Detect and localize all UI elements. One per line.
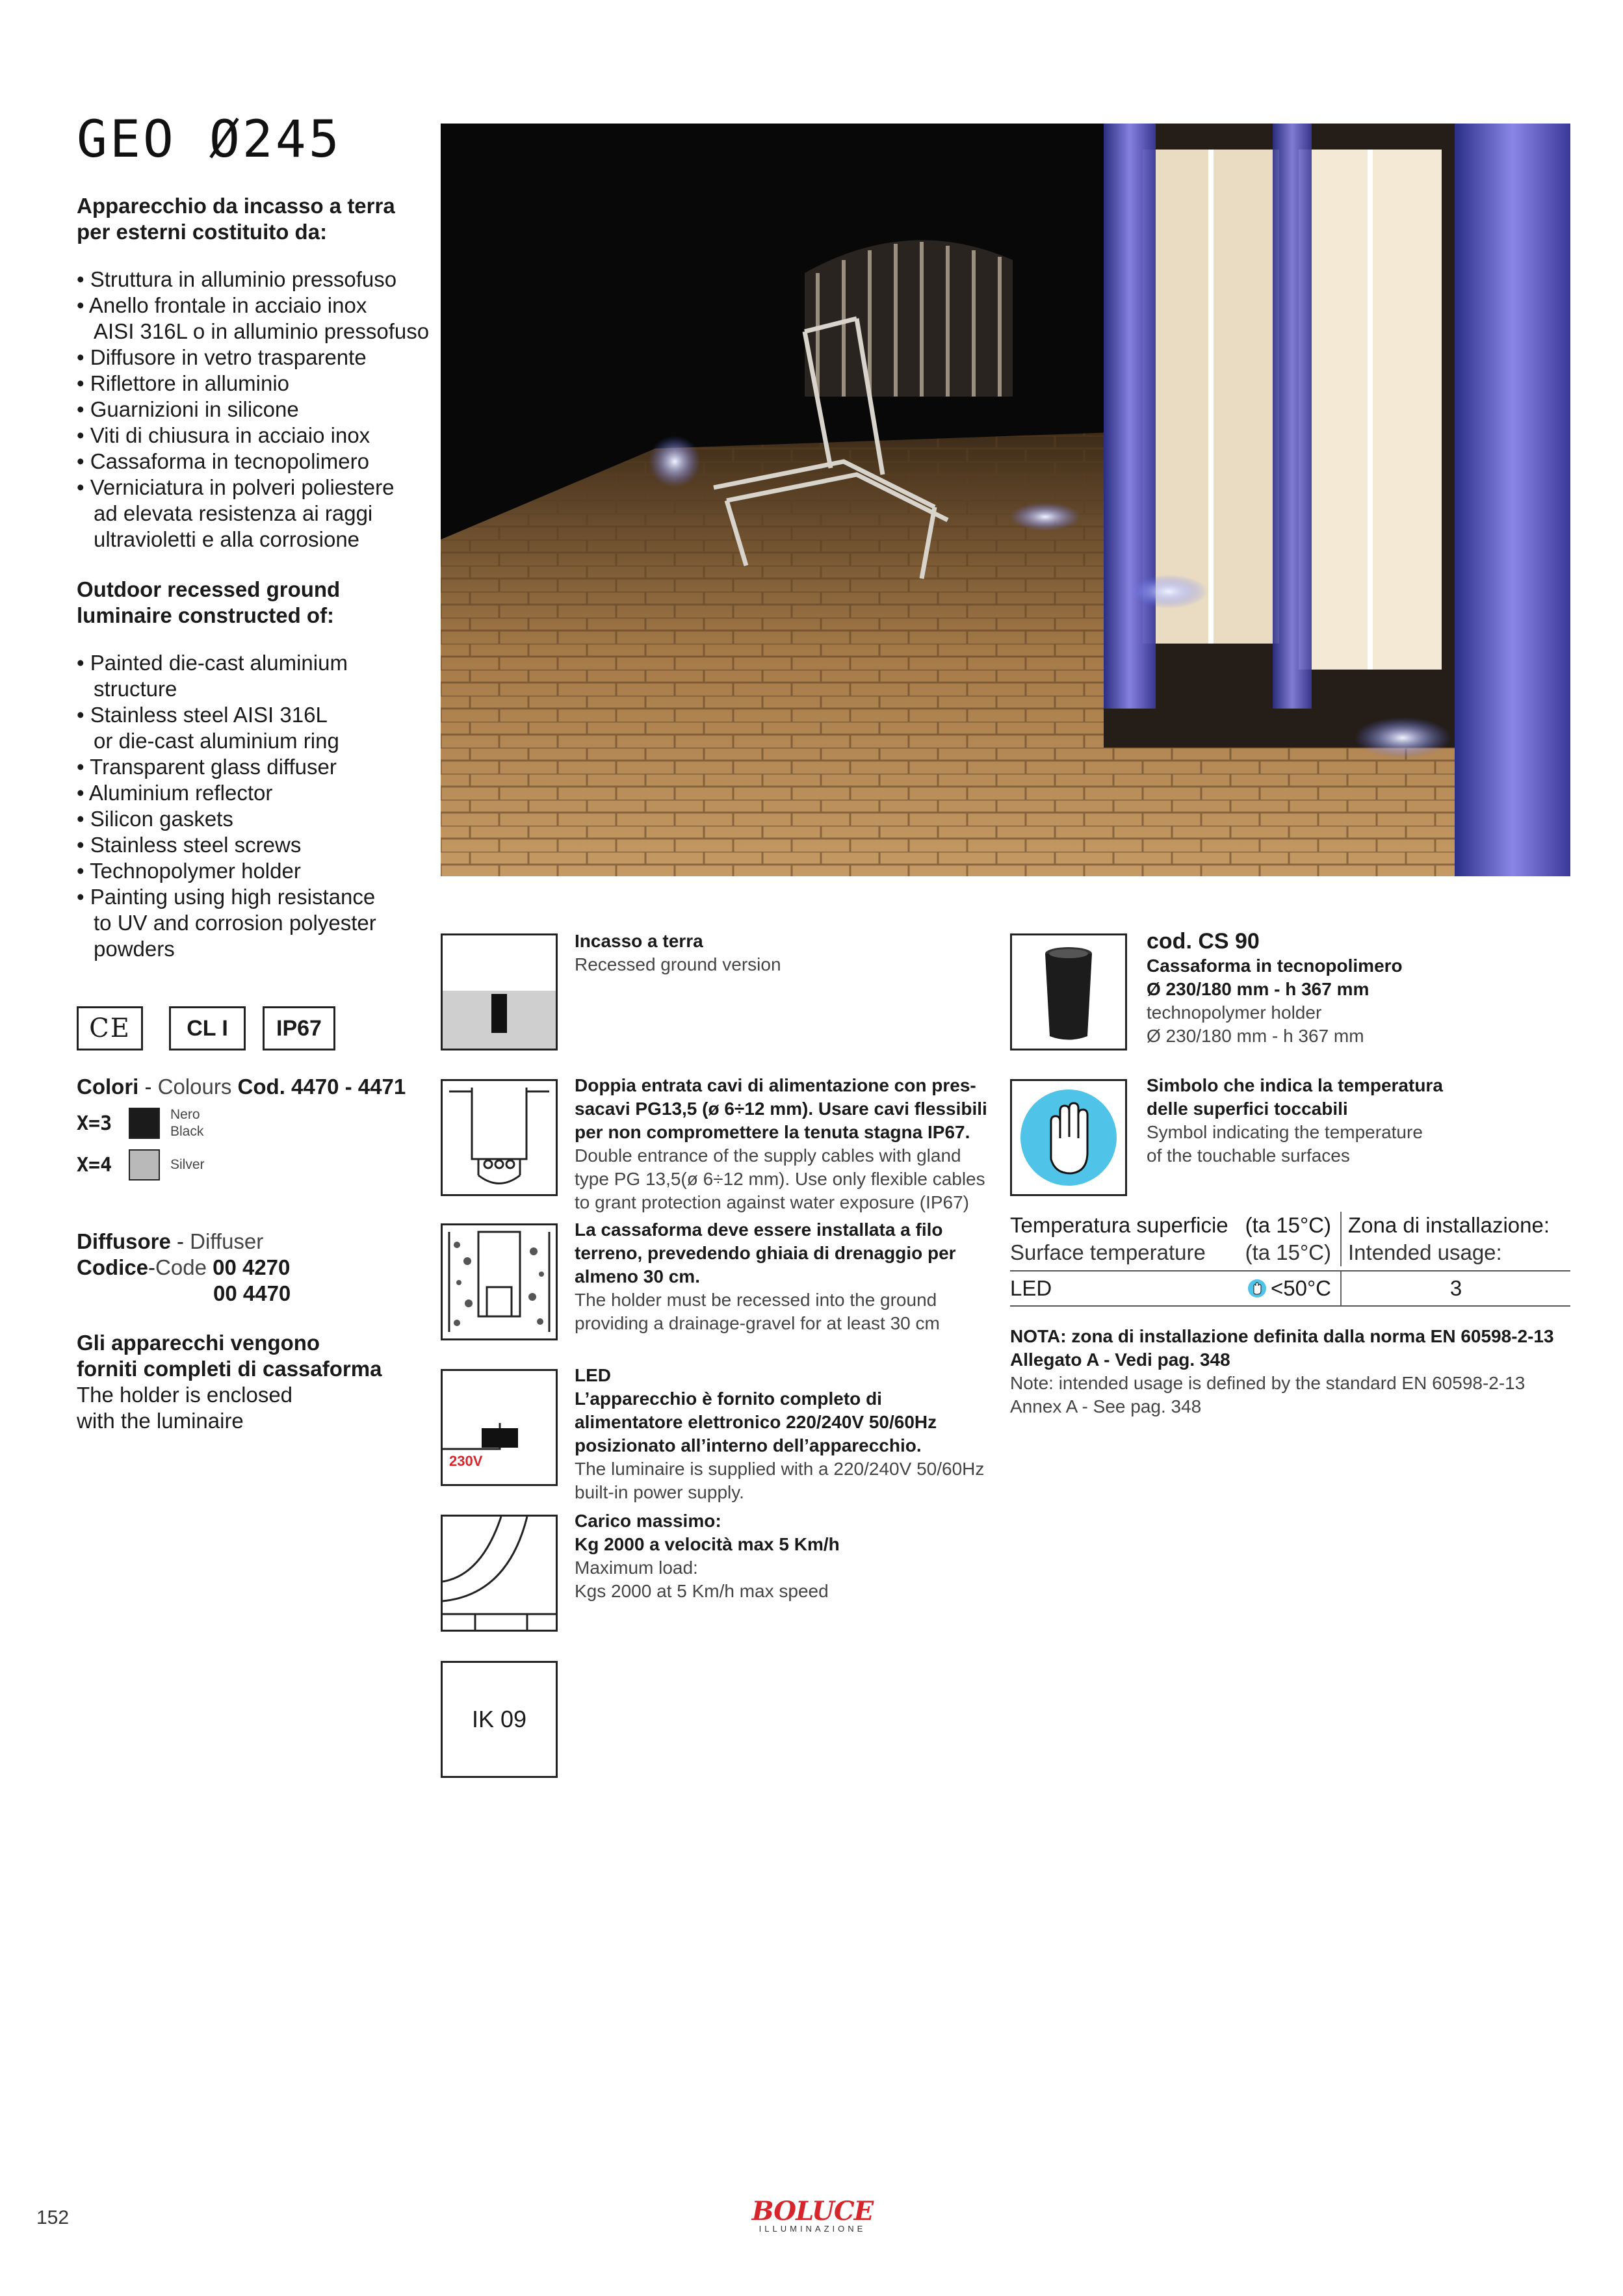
spec-recessed: [575, 930, 1004, 976]
feature-line: Cassaforma in tecnopolimero: [90, 449, 369, 473]
color-swatch-black: [129, 1108, 160, 1139]
ip-badge: IP67: [263, 1006, 335, 1050]
hand-icon: [1247, 1279, 1267, 1298]
temp-row-col1: [1010, 1276, 1340, 1301]
spec-led-power: [575, 1364, 1004, 1504]
class-badge: CL I: [169, 1006, 246, 1050]
color-option: [77, 1147, 272, 1183]
feature-item: [77, 650, 441, 702]
feature-line: Stainless steel screws: [90, 833, 302, 857]
feature-line: Viti di chiusura in acciaio inox: [90, 423, 370, 447]
diffuser-sep: -: [170, 1229, 190, 1253]
spec-it-line: Incasso a terra: [575, 931, 703, 951]
colors-sep: -: [138, 1075, 158, 1099]
nota-it-line: NOTA: zona di installazione definita dalla norma EN 60598-2-13: [1010, 1326, 1554, 1346]
color-options: [77, 1105, 272, 1183]
spec-it-line: Kg 2000 a velocità max 5 Km/h: [575, 1534, 840, 1554]
spec-en-line: Recessed ground version: [575, 954, 781, 974]
diffuser-sep2: -: [148, 1255, 156, 1279]
recessed-ground-icon: [441, 933, 558, 1050]
temp-row-label: LED: [1010, 1276, 1052, 1300]
holder-note-it-line: Gli apparecchi vengono: [77, 1331, 320, 1355]
spec-it-line: per non compromettere la tenuta stagna IP67.: [575, 1122, 970, 1142]
feature-line: Transparent glass diffuser: [90, 755, 337, 779]
colors-label-en: Colours: [157, 1075, 232, 1099]
temp-row-col2: [1340, 1272, 1570, 1305]
feature-line: Silicon gaskets: [90, 807, 233, 831]
holder-image: [1010, 933, 1127, 1050]
feature-item: [77, 806, 441, 832]
power-supply-icon: [441, 1369, 558, 1486]
product-photo: [441, 124, 1570, 876]
holder-note: [77, 1330, 441, 1434]
spec-it-line: Carico massimo:: [575, 1511, 721, 1531]
feature-item: [77, 449, 441, 475]
spec-it-line: posizionato all’interno dell’apparecchio.: [575, 1435, 922, 1455]
feature-line: ad elevata resistenza ai raggi: [94, 501, 373, 525]
color-name-en: Black: [170, 1124, 204, 1139]
spec-it-line: almeno 30 cm.: [575, 1266, 700, 1286]
holder-it-line: Ø 230/180 mm - h 367 mm: [1147, 979, 1370, 999]
nota-block: [1010, 1325, 1595, 1418]
spec-en-line: providing a drainage-gravel for at least 30 cm: [575, 1313, 940, 1333]
temp-table-row: [1010, 1270, 1570, 1307]
touch-it-line: Simbolo che indica la temperatura: [1147, 1075, 1443, 1095]
holder-code-block: [1147, 928, 1589, 1048]
drainage-gravel-icon: [441, 1223, 558, 1340]
ce-mark-label: CE: [89, 1013, 131, 1043]
nota-en-line: Annex A - See pag. 348: [1010, 1396, 1202, 1416]
diffuser-label-it: Diffusore: [77, 1229, 171, 1253]
color-option-code: X=4: [77, 1153, 112, 1177]
temp-header-zone-it: Zona di installazione:: [1348, 1213, 1550, 1237]
temp-header-it-row: [1010, 1212, 1340, 1239]
spec-cable-entry: [575, 1074, 1004, 1214]
intro-en: [77, 577, 441, 629]
spec-en-line: type PG 13,5(ø 6÷12 mm). Use only flexible cables: [575, 1169, 985, 1189]
holder-en-line: Ø 230/180 mm - h 367 mm: [1147, 1026, 1364, 1046]
ik-rating-label: IK 09: [471, 1706, 527, 1732]
feature-line: Stainless steel AISI 316L: [90, 703, 328, 727]
colors-label-it: Colori: [77, 1075, 139, 1099]
spec-en-line: Kgs 2000 at 5 Km/h max speed: [575, 1581, 829, 1601]
holder-en-line: technopolymer holder: [1147, 1002, 1322, 1023]
feature-item: [77, 293, 441, 345]
product-title: GEO Ø245: [77, 111, 342, 169]
feature-line: AISI 316L o in alluminio pressofuso: [94, 319, 430, 343]
patio-night-photo: [441, 124, 1570, 876]
double-cable-entry-icon: [441, 1079, 558, 1196]
temp-header-col2: [1340, 1212, 1550, 1266]
brand-logo: [747, 2196, 877, 2234]
color-swatch-silver: [129, 1149, 160, 1181]
spec-max-load: [575, 1509, 1004, 1603]
feature-line: Anello frontale in acciaio inox: [88, 293, 367, 317]
temperature-table: [1010, 1212, 1570, 1307]
spec-en-line: to grant protection against water exposure (IP67): [575, 1192, 970, 1212]
feature-item: [77, 780, 441, 806]
feature-line: structure: [94, 677, 177, 701]
color-name-it: Silver: [170, 1157, 205, 1172]
holder-note-en-line: with the luminaire: [77, 1409, 244, 1433]
temp-header-en-ta: (ta 15°C): [1245, 1240, 1331, 1264]
touch-en-line: Symbol indicating the temperature: [1147, 1122, 1423, 1142]
diffuser-code-en: Code: [155, 1255, 207, 1279]
max-load-icon: [441, 1515, 558, 1632]
spec-en-line: The holder must be recessed into the ground: [575, 1290, 937, 1310]
colors-heading: [77, 1074, 441, 1100]
feature-line: Diffusore in vetro trasparente: [90, 345, 367, 369]
colors-cod-label: Cod.: [237, 1075, 285, 1099]
intro-it: [77, 193, 441, 245]
feature-item: [77, 397, 441, 423]
touch-symbol-text: [1147, 1074, 1589, 1168]
ik-rating-box: [441, 1661, 558, 1778]
feature-item: [77, 858, 441, 884]
feature-item: [77, 345, 441, 371]
feature-item: [77, 754, 441, 780]
colors-codes: 4470 - 4471: [291, 1075, 406, 1099]
intro-en-line: luminaire constructed of:: [77, 603, 335, 627]
nota-en-line: Note: intended usage is defined by the standard EN 60598-2-13: [1010, 1373, 1526, 1393]
spec-it-line: alimentatore elettronico 220/240V 50/60Hz: [575, 1412, 937, 1432]
spec-it-line: LED: [575, 1365, 611, 1385]
feature-line: Painting using high resistance: [90, 885, 376, 909]
spec-it-line: L’apparecchio è fornito completo di: [575, 1389, 882, 1409]
feature-item: [77, 267, 441, 293]
intro-en-line: Outdoor recessed ground: [77, 577, 341, 601]
feature-line: ultravioletti e alla corrosione: [94, 527, 360, 551]
voltage-label: 230V: [449, 1453, 483, 1469]
temp-row-value: <50°C: [1270, 1276, 1331, 1300]
diffuser-block: [77, 1229, 441, 1307]
page-number: 152: [36, 2207, 70, 2228]
color-option: [77, 1105, 272, 1141]
color-option-names: [170, 1156, 205, 1173]
spec-it-line: La cassaforma deve essere installata a filo: [575, 1220, 943, 1240]
temp-header-en: Surface temperature: [1010, 1240, 1206, 1264]
brand-name: BOLUCE: [751, 2196, 874, 2226]
feature-line: Technopolymer holder: [90, 859, 301, 883]
holder-code: cod. CS 90: [1147, 929, 1260, 954]
feature-line: to UV and corrosion polyester: [94, 911, 376, 935]
holder-it-line: Cassaforma in tecnopolimero: [1147, 956, 1403, 976]
spec-it-line: Doppia entrata cavi di alimentazione con pres-: [575, 1075, 976, 1095]
spec-en-line: built-in power supply.: [575, 1482, 744, 1502]
feature-item: [77, 884, 441, 962]
temp-header-zone-en: Intended usage:: [1348, 1240, 1502, 1264]
holder-note-it-line: forniti completi di cassaforma: [77, 1357, 382, 1381]
feature-item: [77, 832, 441, 858]
temp-header-col1: [1010, 1212, 1340, 1266]
temp-row-value-wrap: [1247, 1276, 1331, 1301]
touch-it-line: delle superfici toccabili: [1147, 1099, 1348, 1119]
spec-en-line: The luminaire is supplied with a 220/240V 50/60Hz: [575, 1459, 985, 1479]
color-option-names: [170, 1106, 203, 1140]
feature-item: [77, 702, 441, 754]
feature-item: [77, 475, 441, 553]
feature-line: Riflettore in alluminio: [90, 371, 290, 395]
feature-line: Verniciatura in polveri poliestere: [90, 475, 395, 499]
temp-table-header: [1010, 1212, 1570, 1266]
intro-it-line: per esterni costituito da:: [77, 220, 328, 244]
nota-it-line: Allegato A - Vedi pag. 348: [1010, 1350, 1230, 1370]
spec-drainage: [575, 1218, 1004, 1335]
diffuser-code-1: 00 4270: [213, 1255, 291, 1279]
brand-subtitle: ILLUMINAZIONE: [759, 2224, 866, 2234]
feature-item: [77, 371, 441, 397]
intro-it-line: Apparecchio da incasso a terra: [77, 194, 395, 218]
feature-line: Guarnizioni in silicone: [90, 397, 299, 421]
spec-en-line: Maximum load:: [575, 1558, 698, 1578]
features-en-list: [77, 650, 441, 962]
feature-line: Aluminium reflector: [88, 781, 273, 805]
temp-header-en-row: [1010, 1239, 1340, 1266]
temp-header-it: Temperatura superficie: [1010, 1213, 1228, 1237]
diffuser-code-it: Codice: [77, 1255, 149, 1279]
temp-row-zone: 3: [1449, 1276, 1462, 1300]
color-option-code: X=3: [77, 1112, 112, 1135]
diffuser-code-2: 00 4470: [213, 1281, 291, 1305]
holder-note-en-line: The holder is enclosed: [77, 1383, 293, 1407]
diffuser-label-en: Diffuser: [190, 1229, 264, 1253]
features-it-list: [77, 267, 441, 553]
temp-header-it-ta: (ta 15°C): [1245, 1213, 1331, 1237]
feature-line: powders: [94, 937, 175, 961]
touch-en-line: of the touchable surfaces: [1147, 1145, 1350, 1166]
spec-en-line: Double entrance of the supply cables with gland: [575, 1145, 961, 1166]
ce-mark: [77, 1006, 143, 1050]
feature-line: or die-cast aluminium ring: [94, 729, 339, 753]
feature-item: [77, 423, 441, 449]
spec-it-line: sacavi PG13,5 (ø 6÷12 mm). Usare cavi flessibili: [575, 1099, 987, 1119]
feature-line: Struttura in alluminio pressofuso: [90, 267, 397, 291]
touch-temperature-icon: [1010, 1079, 1127, 1196]
spec-it-line: terreno, prevedendo ghiaia di drenaggio per: [575, 1243, 956, 1263]
feature-line: Painted die-cast aluminium: [90, 651, 348, 675]
color-name-it: Nero: [170, 1107, 200, 1122]
